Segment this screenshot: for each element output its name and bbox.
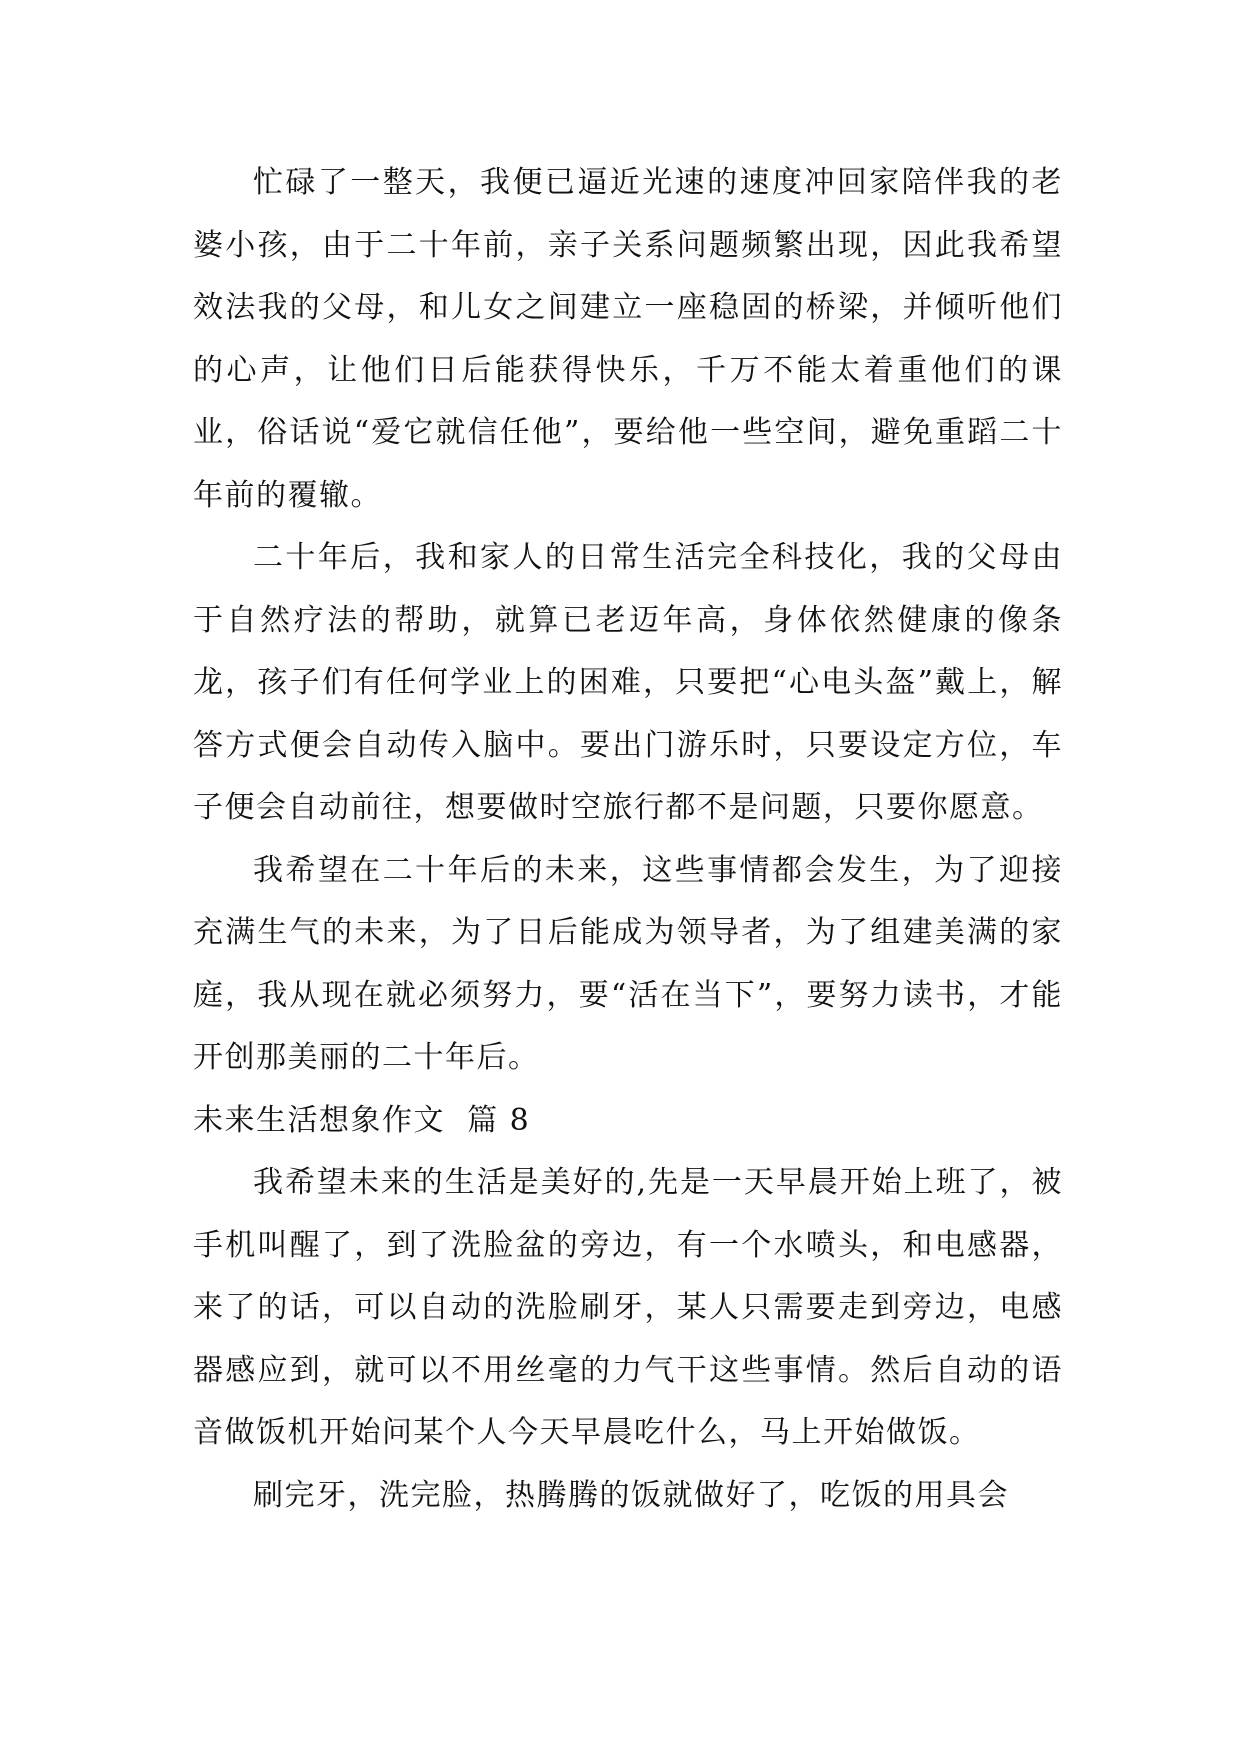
paragraph-tech-life: 二十年后，我和家人的日常生活完全科技化，我的父母由于自然疗法的帮助，就算已老迈年高，身体依然健康的像条龙，孩子们有任何学业上的困难，只要把“心电头盔”戴上，解答方式便会自动传入脑中。要出门游乐时，只要设定方位，车子便会自动前往，想要做时空旅行都不是问题，只要你愿意。 xyxy=(193,540,1063,825)
section-heading: 未来生活想象作文 篇 8 xyxy=(193,1102,531,1138)
paragraph-morning-routine: 我希望未来的生活是美好的,先是一天早晨开始上班了，被手机叫醒了，到了洗脸盆的旁边，有一个水喷头，和电感器，来了的话，可以自动的洗脸刷牙，某人只需要走到旁边，电感器感应到，就可以不用丝毫的力气干这些事情。然后自动的语音做饭机开始问某个人今天早晨吃什么，马上开始做饭。 xyxy=(193,1165,1063,1450)
paragraph-future-hope: 我希望在二十年后的未来，这些事情都会发生，为了迎接充满生气的未来，为了日后能成为领导者，为了组建美满的家庭，我从现在就必须努力，要“活在当下”，要努力读书，才能开创那美丽的二十年后。 xyxy=(193,852,1063,1075)
paragraph-family-bridge: 忙碌了一整天，我便已逼近光速的速度冲回家陪伴我的老婆小孩，由于二十年前，亲子关系问题频繁出现，因此我希望效法我的父母，和儿女之间建立一座稳固的桥梁，并倾听他们的心声，让他们日后能获得快乐，千万不能太着重他们的课业，俗话说“爱它就信任他”，要给他一些空间，避免重蹈二十年前的覆辙。 xyxy=(193,165,1063,513)
paragraph-breakfast: 刷完牙，洗完脸，热腾腾的饭就做好了，吃饭的用具会 xyxy=(253,1477,1009,1513)
document-body xyxy=(193,152,1063,1527)
